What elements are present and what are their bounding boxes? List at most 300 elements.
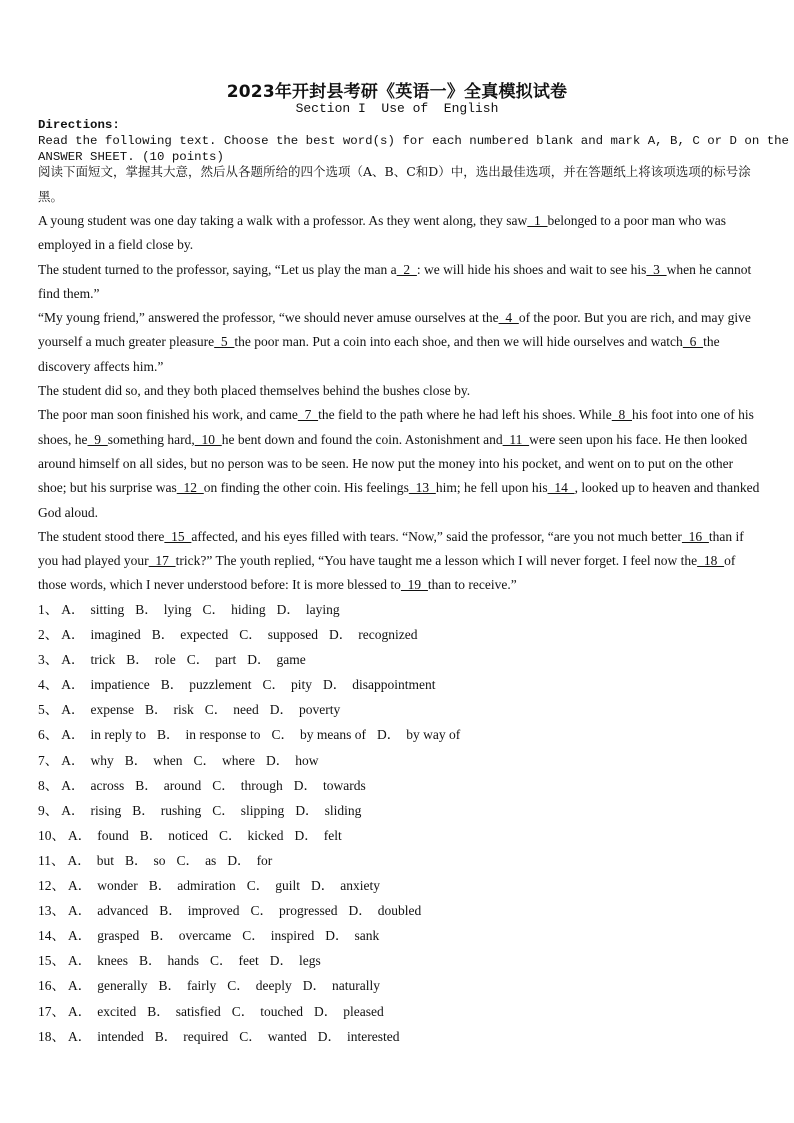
passage-text: The student stood there [38,528,165,544]
answer-option[interactable] [262,677,312,692]
option-letter: D． [247,652,271,668]
option-letter: C． [250,903,273,919]
option-text: advanced [97,903,149,919]
option-text: need [233,702,259,718]
question-number: 10、 [38,827,65,843]
answer-option[interactable] [323,677,436,692]
question-row [38,697,762,722]
option-letter: D． [302,978,327,994]
option-text: impatience [90,677,150,693]
option-letter: C． [271,727,295,743]
option-text: expected [180,627,229,643]
answer-option[interactable] [68,978,147,993]
option-letter: B． [144,702,168,718]
option-text: doubled [377,903,422,919]
answer-option[interactable] [325,928,379,943]
blank-14: 14 [547,480,575,496]
answer-option[interactable] [125,753,183,768]
answer-option[interactable] [232,1004,303,1019]
passage-text: he bent down and found the coin. Astonishment and [221,431,503,447]
option-letter: C． [242,928,265,944]
option-text: wonder [97,878,138,894]
answer-option[interactable] [157,727,261,742]
blank-7: 7 [297,407,319,423]
option-letter: B． [160,677,184,693]
question-row [38,773,762,798]
option-letter: C． [193,752,217,768]
option-letter: A． [61,652,85,668]
option-text: across [90,777,125,793]
option-letter: A． [61,602,85,617]
answer-option[interactable] [68,1004,136,1019]
option-text: as [205,852,217,868]
question-row [38,848,762,873]
option-text: by way of [406,727,461,743]
option-letter: B． [154,1028,178,1044]
option-letter: D． [276,602,300,617]
option-text: disappointment [352,677,436,693]
section-heading: Section I Use of English [295,101,499,116]
option-letter: B． [139,953,162,969]
passage-text: him; he fell upon his [435,480,548,496]
option-text: hands [167,953,200,969]
option-letter: D． [269,953,294,969]
blank-3: 3 [646,261,667,277]
question-options-list [38,597,762,1049]
answer-option[interactable] [303,978,380,993]
question-number: 18、 [38,1028,65,1044]
page-title: 2023年开封县考研《英语一》全真模拟试卷 [226,82,568,102]
option-letter: B． [126,652,149,668]
option-letter: B． [135,602,158,617]
option-text: game [276,652,306,668]
passage-text: affected, and his eyes filled with tears. “Now,” said the professor, “are you not much better [191,528,682,544]
answer-option[interactable] [270,702,341,717]
question-number: 6、 [38,727,59,743]
answer-option[interactable] [68,853,115,868]
blank-10: 10 [194,431,222,447]
answer-option[interactable] [135,602,191,617]
option-letter: D． [266,752,290,768]
answer-option[interactable] [68,1029,144,1044]
question-row [38,923,762,948]
option-text: overcame [178,928,232,944]
option-text: around [163,777,202,793]
option-letter: D． [311,878,335,894]
answer-option[interactable] [126,652,176,667]
answer-option[interactable] [277,602,340,617]
question-row [38,973,762,998]
blank-9: 9 [87,431,108,447]
option-letter: A． [61,752,85,768]
passage-paragraph [38,306,762,379]
answer-option[interactable] [68,878,138,893]
option-letter: D． [227,852,251,868]
option-letter: D． [329,627,353,643]
option-letter: A． [61,702,85,718]
answer-option[interactable] [187,652,237,667]
option-text: intended [97,1028,144,1044]
option-letter: A． [68,827,92,843]
option-letter: B． [151,627,175,643]
option-text: through [240,777,283,793]
answer-option[interactable] [250,903,337,918]
option-text: expense [90,702,134,718]
answer-option[interactable] [159,903,239,918]
blank-17: 17 [148,553,176,569]
option-text: legs [299,953,321,969]
answer-option[interactable] [61,702,134,717]
option-letter: D． [323,677,347,693]
question-row [38,647,762,672]
option-text: satisfied [175,1003,221,1019]
blank-15: 15 [164,528,192,544]
answer-option[interactable] [61,652,115,667]
option-letter: A． [68,928,92,944]
option-text: interested [347,1028,400,1044]
option-letter: A． [61,677,85,693]
answer-option[interactable] [158,978,216,993]
blank-12: 12 [176,480,204,496]
option-letter: B． [157,727,180,743]
question-row [38,948,762,973]
directions-english: Read the following text. Choose the best word(s) for each numbered blank and mark A, B, C or D on the ANSWER SHEET. (10 points) [38,134,789,164]
option-letter: D． [294,827,318,843]
question-number: 2、 [38,627,59,643]
blank-8: 8 [611,407,632,423]
option-letter: D． [295,802,319,818]
answer-option[interactable] [247,652,306,667]
option-letter: B． [132,802,155,818]
option-text: in response to [185,727,261,743]
answer-option[interactable] [68,903,148,918]
question-row [38,748,762,773]
passage-text: his foot into one of his shoes, he [38,407,754,447]
option-text: in reply to [90,727,146,743]
option-letter: C． [186,652,210,668]
answer-option[interactable] [239,1029,307,1044]
option-letter: C． [202,602,226,617]
answer-option[interactable] [155,1029,229,1044]
passage-text: the discovery affects him.” [38,334,720,374]
option-text: hiding [231,602,266,617]
answer-option[interactable] [205,702,259,717]
option-text: wanted [267,1028,307,1044]
option-text: trick [90,652,116,668]
option-text: slipping [240,802,285,818]
passage-text: belonged to a poor man who was employed in a field close by. [38,213,727,253]
blank-11: 11 [502,431,530,447]
option-text: towards [323,777,366,793]
directions-label: Directions: [38,118,120,132]
option-letter: C． [204,702,228,718]
option-text: where [222,752,256,768]
option-letter: A． [68,953,92,969]
option-letter: D． [325,928,349,944]
question-number: 4、 [38,677,59,693]
option-letter: C． [212,777,235,793]
answer-option[interactable] [61,778,124,793]
answer-option[interactable] [247,878,300,893]
passage-paragraph [38,209,762,258]
question-number: 11、 [38,852,65,868]
question-number: 12、 [38,878,65,894]
answer-option[interactable] [203,602,266,617]
option-letter: C． [176,852,200,868]
option-letter: D． [314,1003,338,1019]
option-letter: A． [67,852,91,868]
option-letter: C． [212,802,235,818]
option-letter: C． [219,827,242,843]
question-row [38,873,762,898]
option-letter: C． [262,677,285,693]
passage-text: something hard, [107,431,195,447]
question-number: 7、 [38,752,59,768]
option-letter: B． [150,928,173,944]
option-text: generally [97,978,148,994]
passage-text: The poor man soon finished his work, and came [38,407,298,423]
passage-text: the poor man. Put a coin into each shoe, and then we will hide ourselves and watch [234,334,683,350]
passage-text: A young student was one day taking a walk with a professor. As they went along, they saw [38,213,528,228]
question-number: 17、 [38,1003,65,1019]
option-text: for [256,852,273,868]
blank-6: 6 [682,334,704,350]
option-letter: B． [139,827,163,843]
option-text: supposed [267,627,318,643]
option-letter: C． [246,878,270,894]
question-number: 5、 [38,702,59,718]
passage-text: when he cannot find them.” [38,261,752,301]
blank-5: 5 [214,334,235,350]
option-letter: A． [68,903,92,919]
option-letter: B． [125,852,148,868]
answer-option[interactable] [318,1029,400,1044]
option-text: imagined [90,627,141,643]
option-text: recognized [358,627,418,643]
option-text: excited [97,1003,137,1019]
passage-text: on finding the other coin. His feelings [203,480,409,496]
option-text: by means of [300,727,367,743]
answer-option[interactable] [210,953,259,968]
option-text: progressed [279,903,338,919]
option-text: pleased [343,1003,384,1019]
answer-option[interactable] [242,928,314,943]
passage-text: than if you had played your [38,528,744,569]
option-text: required [183,1028,229,1044]
answer-option[interactable] [329,627,417,642]
answer-option[interactable] [295,803,361,818]
question-number: 16、 [38,978,65,994]
option-text: how [295,752,319,768]
answer-option[interactable] [147,1004,221,1019]
answer-option[interactable] [152,627,228,642]
answer-option[interactable] [61,803,121,818]
option-text: so [153,852,166,868]
passage-text: , looked up to heaven and thanked God aloud. [38,480,760,520]
passage-paragraph [38,525,762,598]
option-text: laying [305,602,340,617]
passage-paragraph [38,403,762,524]
answer-option[interactable] [61,627,141,642]
passage-paragraph [38,258,762,307]
option-text: rushing [160,802,202,818]
option-letter: D． [293,777,318,793]
option-text: puzzlement [189,677,252,693]
passage-text: of the poor. But you are rich, and may give yourself a much greater pleasure [38,310,751,350]
option-text: part [215,652,237,668]
passage-text: The student did so, and they both placed themselves behind the bushes close by. [38,383,471,399]
option-text: sliding [324,802,362,818]
option-text: rising [90,802,122,818]
passage-paragraph [38,379,762,403]
passage-text: : we will hide his shoes and wait to see his [416,261,647,277]
answer-option[interactable] [348,903,421,918]
question-row [38,597,762,622]
option-text: knees [97,953,128,969]
answer-option[interactable] [140,828,208,843]
answer-option[interactable] [61,753,114,768]
answer-option[interactable] [212,803,284,818]
option-letter: D． [317,1028,341,1044]
option-text: touched [260,1003,304,1019]
option-letter: A． [68,1028,92,1044]
option-text: grasped [97,928,140,944]
answer-option[interactable] [61,602,124,617]
question-row [38,823,762,848]
option-letter: B． [135,777,158,793]
option-letter: A． [68,978,92,994]
answer-option[interactable] [266,753,319,768]
answer-option[interactable] [295,828,342,843]
option-letter: A． [68,878,92,894]
question-number: 8、 [38,777,59,793]
passage-text: of those words, which I never understood before: It is more blessed to [38,553,736,593]
blank-19: 19 [400,577,428,593]
question-number: 13、 [38,903,65,919]
question-number: 3、 [38,652,59,668]
option-text: found [97,827,129,843]
blank-4: 4 [498,310,519,326]
option-text: sitting [90,602,125,617]
answer-option[interactable] [377,727,460,742]
answer-option[interactable] [150,928,231,943]
option-text: kicked [247,827,284,843]
option-letter: D． [348,903,372,919]
answer-option[interactable] [125,853,166,868]
answer-option[interactable] [61,677,149,692]
option-letter: C． [227,978,250,994]
answer-option[interactable] [139,953,199,968]
answer-option[interactable] [270,953,321,968]
option-text: admiration [177,878,236,894]
answer-option[interactable] [272,727,367,742]
blank-1: 1 [527,213,548,228]
option-text: poverty [299,702,341,718]
answer-option[interactable] [212,778,283,793]
option-text: but [96,852,115,868]
question-row [38,672,762,697]
passage-text: “My young friend,” answered the professor, “we should never amuse ourselves at the [38,310,499,326]
answer-option[interactable] [61,727,146,742]
passage-text: The student turned to the professor, saying, “Let us play the man a [38,261,397,277]
option-text: feet [238,953,259,969]
blank-18: 18 [697,553,725,569]
option-text: risk [173,702,194,718]
option-letter: C． [210,953,233,969]
answer-option[interactable] [194,753,256,768]
question-row [38,622,762,647]
option-letter: A． [61,727,85,743]
option-letter: A． [61,777,85,793]
answer-option[interactable] [227,978,292,993]
option-letter: C． [239,627,262,643]
answer-option[interactable] [68,828,129,843]
answer-option[interactable] [227,853,272,868]
answer-option[interactable] [311,878,380,893]
question-number: 14、 [38,928,65,944]
answer-option[interactable] [239,627,318,642]
option-text: deeply [255,978,292,994]
directions-chinese: 阅读下面短文，掌握其大意，然后从各题所给的四个选项（A、B、C和D）中，选出最佳选项，并在答题纸上将该项选项的标号涂黑。 [38,164,751,204]
answer-option[interactable] [161,677,252,692]
passage-text: trick?” The youth replied, “You have taught me a lesson which I will never forget. I feel now the [175,553,698,569]
option-text: pity [291,677,313,693]
passage-text: the field to the path where he had left his shoes. While [318,407,612,423]
option-text: role [154,652,176,668]
option-text: improved [187,903,240,919]
passage-text: than to receive.” [427,577,517,593]
answer-option[interactable] [149,878,236,893]
cloze-passage [38,209,762,598]
question-row [38,999,762,1024]
answer-option[interactable] [219,828,284,843]
option-letter: B． [124,752,148,768]
question-number: 1、 [38,602,59,617]
option-text: naturally [332,978,380,994]
question-number: 15、 [38,953,65,969]
question-row [38,798,762,823]
option-letter: B． [148,878,172,894]
option-text: fairly [187,978,217,994]
option-text: when [153,752,183,768]
option-letter: C． [239,1028,262,1044]
blank-16: 16 [681,528,709,544]
option-letter: B． [159,903,182,919]
answer-option[interactable] [135,778,201,793]
question-number: 9、 [38,802,59,818]
answer-option[interactable] [132,803,201,818]
answer-option[interactable] [294,778,366,793]
option-text: sank [354,928,380,944]
blank-2: 2 [396,261,417,277]
blank-13: 13 [408,480,436,496]
answer-option[interactable] [68,953,128,968]
question-row [38,722,762,747]
option-text: lying [163,602,192,617]
option-text: why [90,752,114,768]
option-text: noticed [168,827,209,843]
option-letter: D． [377,727,401,743]
answer-option[interactable] [177,853,217,868]
answer-option[interactable] [145,702,194,717]
option-letter: D． [269,702,293,718]
answer-option[interactable] [314,1004,384,1019]
answer-option[interactable] [68,928,139,943]
question-row [38,1024,762,1049]
option-letter: C． [231,1003,255,1019]
question-row [38,898,762,923]
option-text: anxiety [340,878,381,894]
